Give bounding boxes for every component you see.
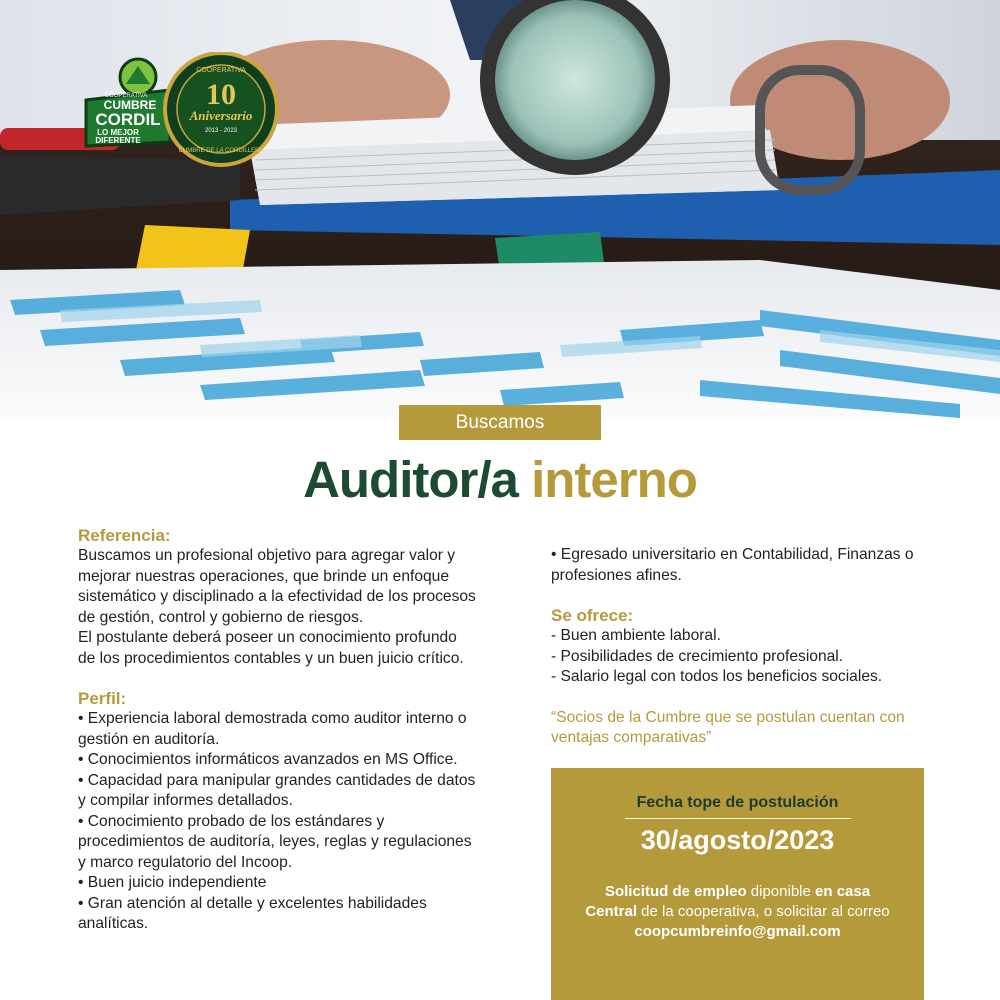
deadline-label: Fecha tope de postulación xyxy=(636,794,839,811)
referencia-heading: Referencia: xyxy=(78,526,171,545)
seal-years: 2013 - 2023 xyxy=(204,128,238,134)
perfil-item: • Conocimiento probado de los estándares y procedimientos de auditoría, leyes, reglas y regulaciones y marco regulatorio del Incoop. xyxy=(78,812,472,871)
anniversary-seal xyxy=(165,53,277,165)
title-part-1: Auditor/a xyxy=(303,451,518,508)
perfil-item: • Capacidad para manipular grandes cantidades de datos y compilar informes detallados. xyxy=(78,771,476,809)
seal-bottom-text: CUMBRE DE LA CORDILLERA xyxy=(178,148,264,154)
se-ofrece-heading: Se ofrece: xyxy=(551,606,634,625)
perfil-item: • Gran atención al detalle y excelentes habilidades analíticas. xyxy=(78,894,427,932)
perfil-heading: Perfil: xyxy=(78,689,127,708)
cumbre-name-1: CUMBRE xyxy=(103,98,157,112)
page-title xyxy=(0,450,1000,509)
left-column xyxy=(78,526,478,935)
right-column xyxy=(551,545,931,749)
referencia-paragraph-2: El postulante deberá poseer un conocimiento profundo de los procedimientos contables y un buen juicio crítico. xyxy=(78,629,464,667)
application-info xyxy=(578,882,898,942)
info-bold-1: Solicitud de empleo xyxy=(604,883,747,900)
seal-word: Aniversario xyxy=(189,108,253,123)
info-text-1: diponible xyxy=(746,883,816,900)
info-bold-2: en casa Central xyxy=(585,883,871,920)
se-ofrece-item: - Posibilidades de crecimiento profesional. xyxy=(551,647,844,665)
buscamos-tag: Buscamos xyxy=(399,405,601,440)
info-text-2: de la cooperativa, o solicitar al correo xyxy=(637,903,890,920)
seal-number: 10 xyxy=(206,78,236,111)
perfil-item: • Buen juicio independiente xyxy=(78,874,267,891)
deadline-date: 30/agosto/2023 xyxy=(640,825,835,855)
perfil-item: • Conocimientos informáticos avanzados en MS Office. xyxy=(78,751,458,768)
perfil-item: • Experiencia laboral demostrada como auditor interno o gestión en auditoría. xyxy=(78,710,467,748)
socios-quote: “Socios de la Cumbre que se postulan cuentan con ventajas comparativas” xyxy=(551,708,905,746)
cumbre-logo xyxy=(86,59,170,146)
cumbre-name-2: CORDIL xyxy=(95,110,161,129)
cumbre-top-text: COOPERATIVA xyxy=(104,93,148,99)
logos xyxy=(78,52,283,172)
se-ofrece-item: - Buen ambiente laboral. xyxy=(551,627,721,644)
contact-email[interactable]: coopcumbreinfo@gmail.com xyxy=(634,923,841,940)
cumbre-slogan-1: LO MEJOR xyxy=(97,128,139,137)
deadline-box xyxy=(551,768,924,1000)
cumbre-slogan-2: DIFERENTE xyxy=(95,136,141,145)
title-part-2: interno xyxy=(531,451,697,508)
requisito-item: • Egresado universitario en Contabilidad, Finanzas o profesiones afines. xyxy=(551,546,914,584)
deadline-divider xyxy=(625,818,851,819)
seal-top-text: COOPERATIVA xyxy=(196,67,246,74)
referencia-paragraph-1: Buscamos un profesional objetivo para agregar valor y mejorar nuestras operaciones, que brinde un enfoque sistemático y disciplinado a la efectividad de los procesos de gestión, control y gobierno de riesgos. xyxy=(78,547,476,626)
se-ofrece-item: - Salario legal con todos los beneficios sociales. xyxy=(551,668,883,685)
